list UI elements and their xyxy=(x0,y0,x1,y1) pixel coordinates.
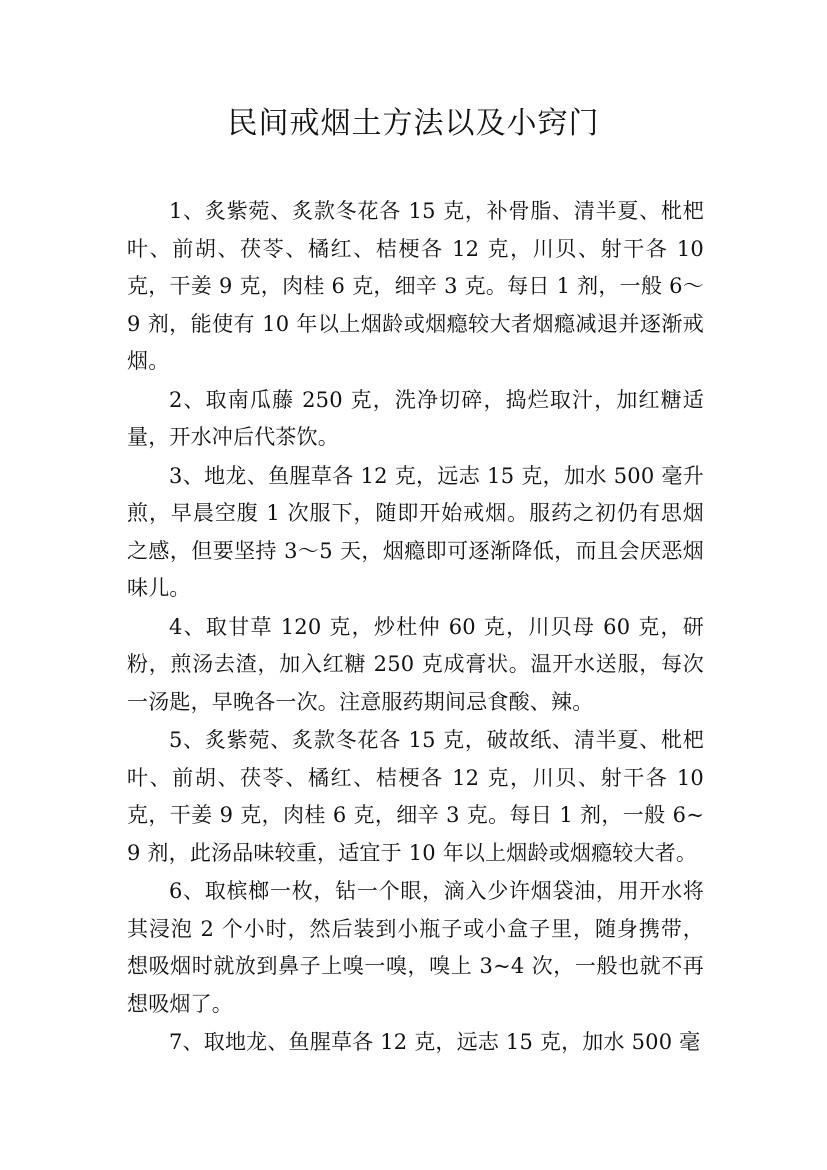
paragraph-3: 3、地龙、鱼腥草各 12 克，远志 15 克，加水 500 毫升煎，早晨空腹 1 次服下，随即开始戒烟。服药之初仍有思烟之感，但要坚持 3～5 天，烟瘾即可逐渐降低，而且会厌恶烟味儿。 xyxy=(127,463,704,600)
paragraph-6: 6、取槟榔一枚，钻一个眼，滴入少许烟袋油，用开水将其浸泡 2 个小时，然后装到小瓶子或小盒子里，随身携带，想吸烟时就放到鼻子上嗅一嗅，嗅上 3~4 次，一般也就不再想吸烟了。 xyxy=(127,879,704,1016)
document-body xyxy=(127,193,704,1063)
paragraph-2: 2、取南瓜藤 250 克，洗净切碎，捣烂取汁，加红糖适量，开水冲后代茶饮。 xyxy=(127,387,704,449)
page-title: 民间戒烟土方法以及小窍门 xyxy=(227,106,600,141)
paragraph-4: 4、取甘草 120 克，炒杜仲 60 克，川贝母 60 克，研粉，煎汤去渣，加入红糖 250 克成膏状。温开水送服，每次一汤匙，早晚各一次。注意服药期间忌食酸、辣。 xyxy=(127,614,704,714)
paragraph-7: 7、取地龙、鱼腥草各 12 克，远志 15 克，加水 500 毫 xyxy=(169,1030,701,1054)
paragraph-5: 5、炙紫菀、炙款冬花各 15 克，破故纸、清半夏、枇杷叶、前胡、茯苓、橘红、桔梗各 12 克，川贝、射干各 10 克，干姜 9 克，肉桂 6 克，细辛 3 克。每日 1 剂，一般 6~9 剂，此汤品味较重，适宜于 10 年以上烟龄或烟瘾较大者。 xyxy=(127,728,704,865)
paragraph-1: 1、炙紫菀、炙款冬花各 15 克，补骨脂、清半夏、枇杷叶、前胡、茯苓、橘红、桔梗各 12 克，川贝、射干各 10 克，干姜 9 克，肉桂 6 克，细辛 3 克。每日 1 剂，一般 6～9 剂，能使有 10 年以上烟龄或烟瘾较大者烟瘾减退并逐渐戒烟。 xyxy=(127,199,704,373)
